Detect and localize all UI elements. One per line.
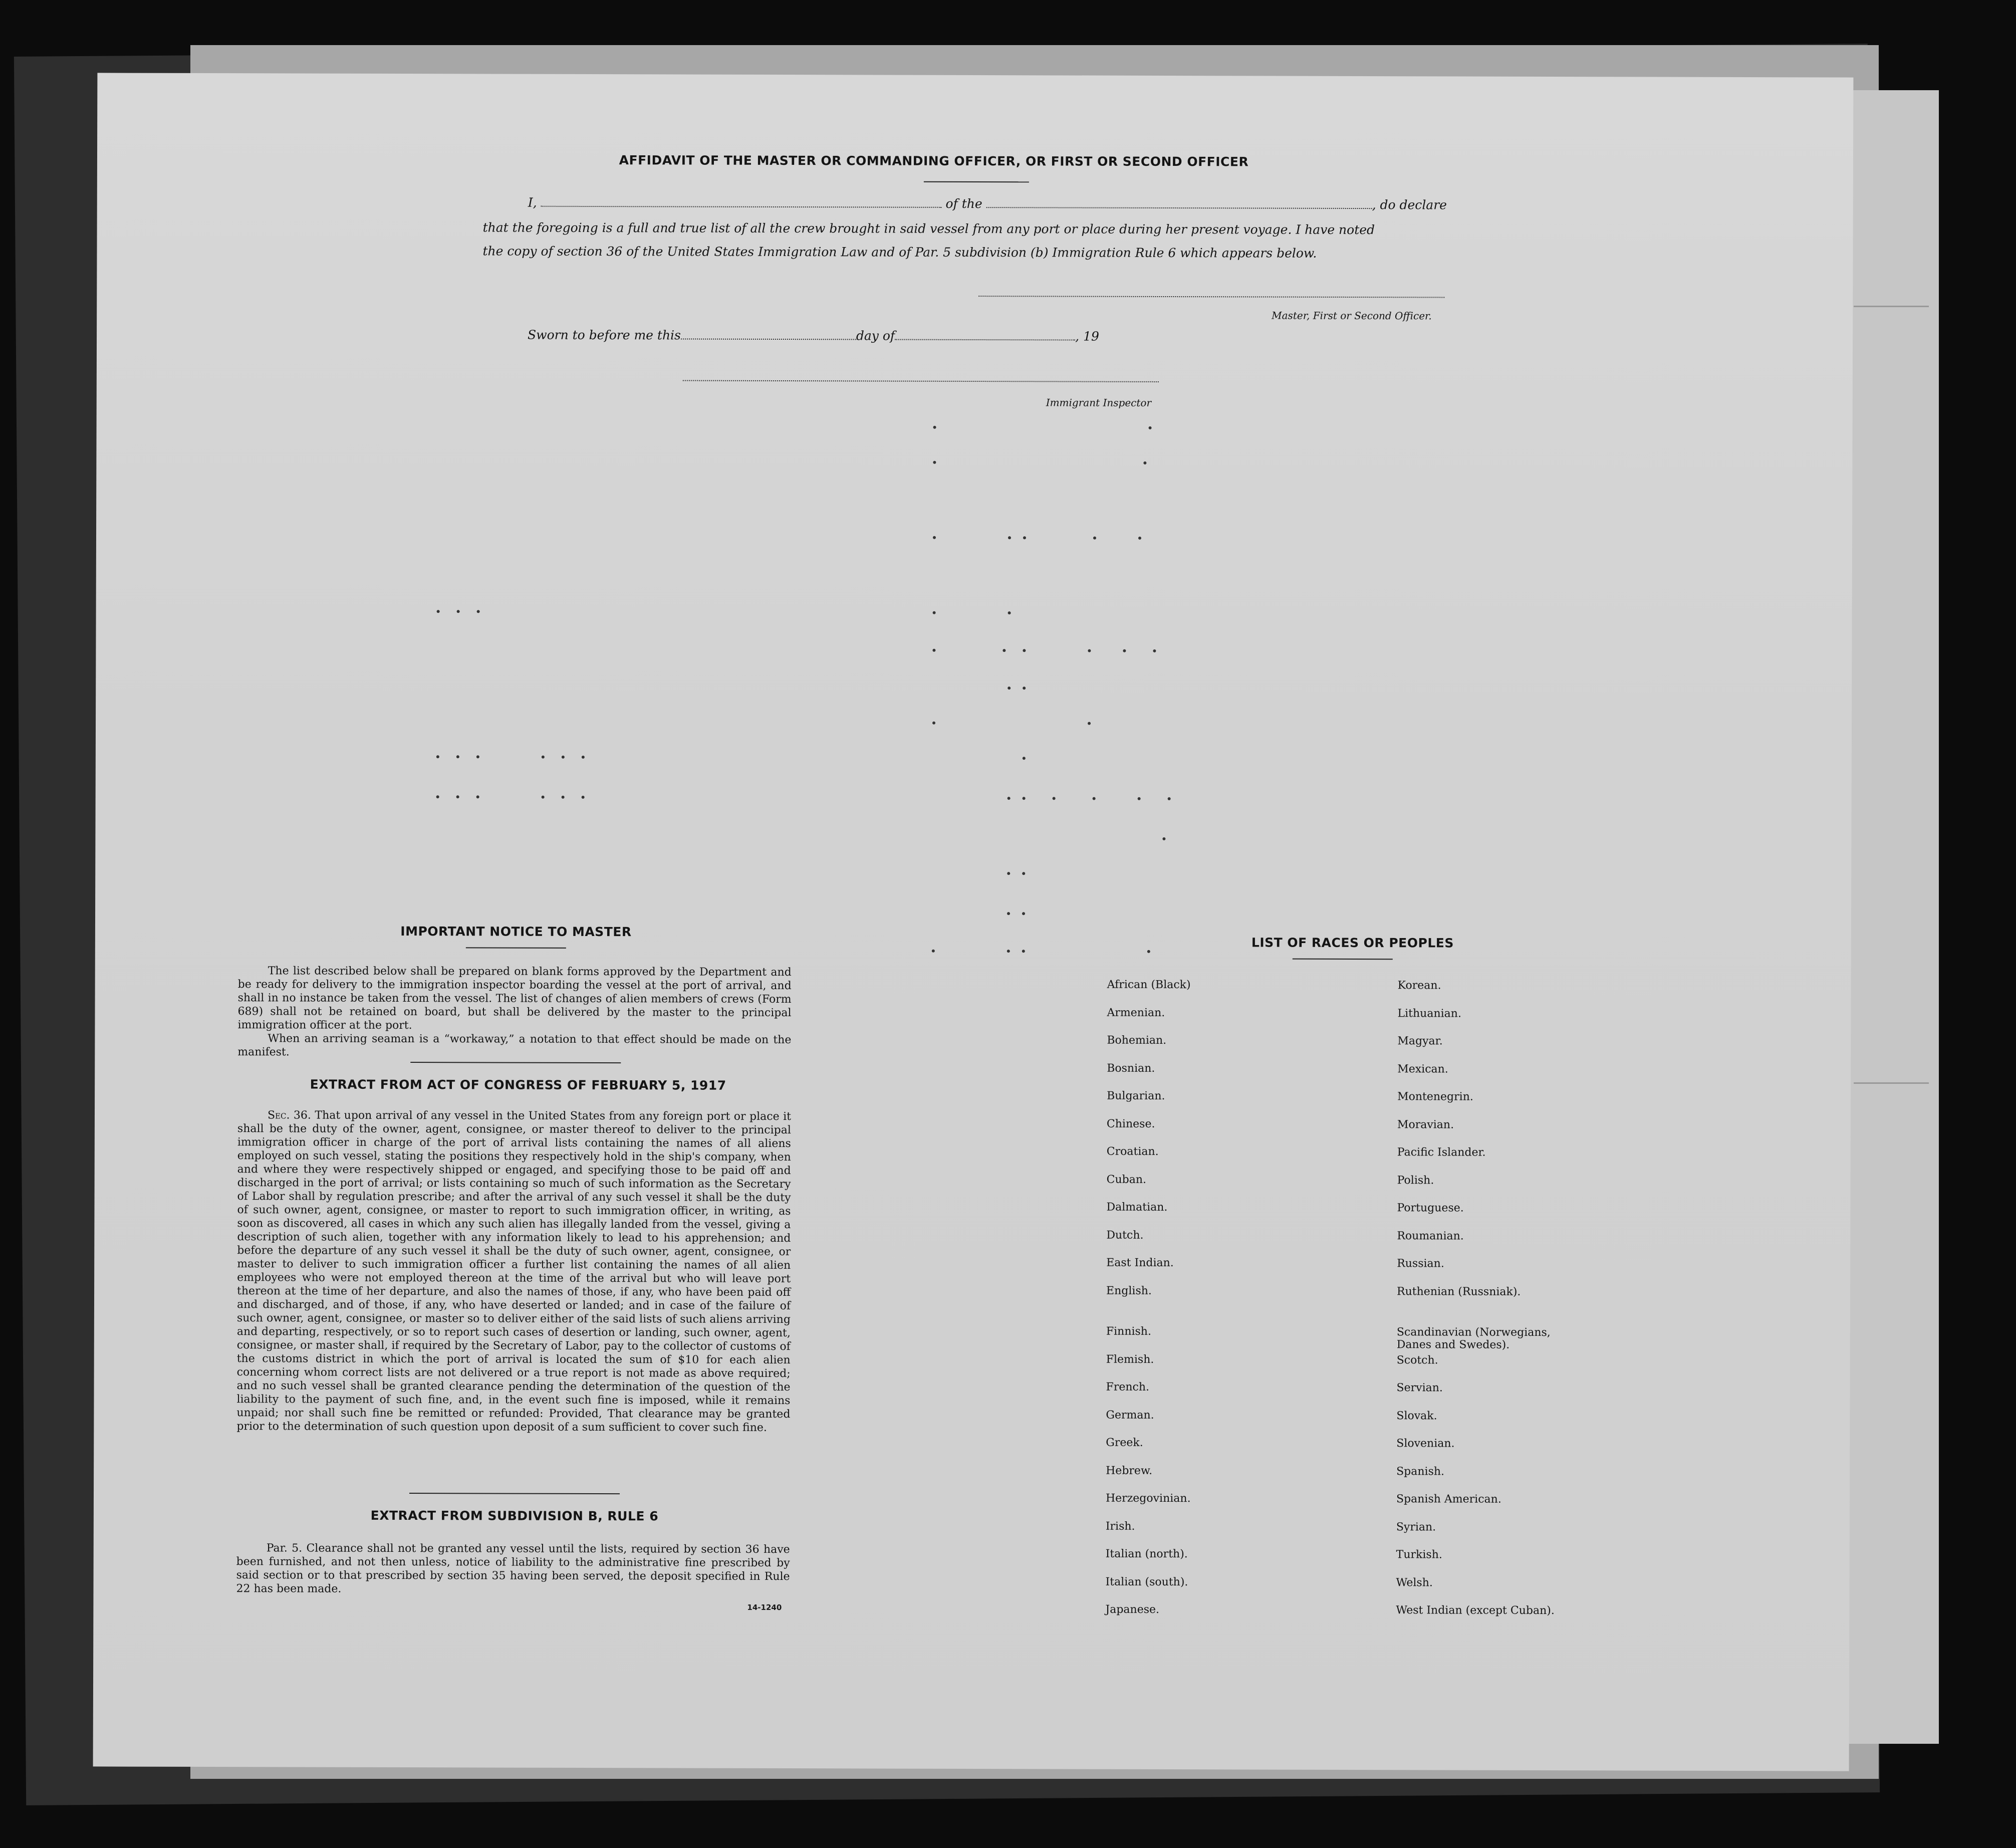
speck <box>1023 757 1026 760</box>
sworn-line <box>528 328 1099 344</box>
race-entry: Dutch. <box>1106 1229 1144 1242</box>
race-entry: Roumanian. <box>1397 1229 1464 1243</box>
speck <box>457 610 460 613</box>
manifest-back-page <box>93 73 1854 1771</box>
speck <box>436 795 439 798</box>
speck <box>476 795 479 798</box>
race-entry: Ruthenian (Russniak). <box>1397 1285 1521 1298</box>
speck <box>542 756 545 759</box>
race-entry: Bulgarian. <box>1107 1089 1165 1103</box>
notice-paragraph-2: When an arriving seaman is a “workaway,” a notation to that effect should be made on the manifest. <box>237 1032 792 1059</box>
background-rule <box>1854 1082 1929 1084</box>
background-sheet-edge <box>1849 90 1939 1744</box>
race-entry: Scotch. <box>1396 1353 1438 1366</box>
speck <box>436 755 439 758</box>
speck <box>1008 536 1011 539</box>
act-section-label: Sec. 36. <box>267 1109 311 1122</box>
speck <box>562 756 565 759</box>
name-blank <box>541 206 942 208</box>
races-underline <box>1293 959 1393 960</box>
line1-suffix: , do declare <box>1372 197 1447 212</box>
speck <box>477 610 480 613</box>
speck <box>437 610 440 613</box>
race-entry: Dalmatian. <box>1106 1201 1168 1214</box>
race-entry: Portuguese. <box>1397 1202 1464 1215</box>
act-body-text: That upon arrival of any vessel in the United States from any foreign port or place it shall be the duty of the owner, agent, consignee, or master thereof to deliver to the principal immigration officer in charge of the port of arrival lists containing the names of all aliens employed on such vessel, stating the positions they respectively hold in the ship's company, when and where they were respectively shipped or engaged, and specifying those to be paid off and discharged in the port of arrival; or lists containing so much of such information as the Secretary of Labor shall by regulation prescribe; and after the arrival of any such vessel it shall be the duty of such owner, agent, consignee, or master to report to such immigration officer, in writing, as soon as discovered, all cases in which any such alien has illegally landed from the vessel, giving a description of such alien, together with any information likely to lead to his apprehension; and before the departure of any such vessel it shall be the duty of such owner, agent, consignee, or master to deliver to such immigration officer a further list containing the names of all alien employees who were not employed thereon at the time of the arrival but who will leave port thereon at the time of her departure, and also the names of those, if any, who have been paid off and discharged, and of those, if any, who have deserted or landed; and in case of the failure of such owner, agent, consignee, or master so to deliver either of the said lists of such aliens arriving and departing, respectively, or so to report such cases of desertion or landing, such owner, agent, consignee, or master shall, if required by the Secretary of Labor, pay to the collector of customs of the customs district in which the port of arrival is located the sum of $10 for each alien concerning whom correct lists are not delivered or a true report is not made as above required; and no such vessel shall be granted clearance pending the determination of the question of the liability to the payment of such fine, and, in the event such fine is imposed, while it remains unpaid; nor shall such fine be remitted or refunded: Provided, That clearance may be granted prior to the determination of such question upon deposit of a sum sufficient to cover such fine. <box>236 1109 791 1434</box>
day-blank <box>681 338 856 340</box>
master-signature-blank <box>978 296 1444 298</box>
race-entry: Greek. <box>1106 1436 1143 1449</box>
speck <box>932 722 935 725</box>
race-entry: Magyar. <box>1397 1035 1443 1048</box>
race-entry: Hebrew. <box>1106 1464 1153 1477</box>
affidavit-line-3: the copy of section 36 of the United States Immigration Law and of Par. 5 subdivision (b) Immigration Rule 6 which appears below. <box>482 244 1317 261</box>
speck <box>1138 537 1141 540</box>
speck <box>1168 797 1171 800</box>
speck <box>562 796 565 799</box>
race-entry: East Indian. <box>1106 1256 1174 1270</box>
background-rule <box>1854 306 1929 307</box>
race-entry: African (Black) <box>1107 978 1191 992</box>
speck <box>1143 461 1146 465</box>
speck <box>933 461 936 464</box>
race-entry: Armenian. <box>1107 1006 1165 1019</box>
race-entry: Polish. <box>1397 1174 1434 1187</box>
speck <box>1088 649 1091 652</box>
notice-paragraph-1: The list described below shall be prepared on blank forms approved by the Department and be ready for delivery to the immigration inspector boarding the vessel at the port of arrival, and shall in no instance be taken from the vessel. The list of changes of alien members of crews (Form 689) shall not be retained on board, but shall be delivered by the master to the principal immigration officer at the port. <box>237 965 792 1032</box>
master-caption: Master, First or Second Officer. <box>1272 309 1432 322</box>
speck <box>1022 950 1025 953</box>
race-entry: Slovenian. <box>1396 1437 1455 1450</box>
race-entry: Finnish. <box>1106 1325 1152 1338</box>
race-entry: Turkish. <box>1396 1548 1442 1561</box>
race-entry: Slovak. <box>1396 1409 1437 1422</box>
form-number: 14-1240 <box>747 1602 782 1612</box>
month-blank <box>895 339 1075 341</box>
race-entry: Spanish American. <box>1396 1493 1501 1506</box>
speck <box>1147 950 1150 953</box>
speck <box>1007 797 1011 800</box>
speck <box>1023 536 1026 539</box>
act-body <box>236 1108 791 1435</box>
speck <box>582 756 585 759</box>
speck <box>1023 686 1026 689</box>
affidavit-line-1 <box>528 195 1447 212</box>
inspector-signature-blank <box>683 380 1159 382</box>
speck <box>456 755 459 758</box>
notice-title: IMPORTANT NOTICE TO MASTER <box>400 924 632 940</box>
race-entry: Lithuanian. <box>1397 1007 1461 1020</box>
speck <box>1093 537 1096 540</box>
speck <box>1022 912 1025 915</box>
race-entry: Cuban. <box>1106 1173 1147 1186</box>
races-title: LIST OF RACES OR PEOPLES <box>1251 935 1454 951</box>
speck <box>1138 797 1141 800</box>
line1-mid: of the <box>945 196 982 211</box>
speck <box>932 649 935 652</box>
speck <box>476 755 479 758</box>
rule-body: Par. 5. Clearance shall not be granted any vessel until the lists, required by section 36 have been furnished, and not then unless, notice of liability to the administrative fine prescribed by said section or to that prescribed by section 35 having been served, the deposit specified in Rule 22 has been made. <box>236 1542 790 1595</box>
affidavit-title: AFFIDAVIT OF THE MASTER OR COMMANDING OFFICER, OR FIRST OR SECOND OFFICER <box>619 153 1249 169</box>
race-entry: Italian (south). <box>1105 1575 1188 1588</box>
speck <box>1007 912 1010 915</box>
race-entry: Bohemian. <box>1107 1034 1167 1047</box>
speck <box>1023 649 1026 652</box>
speck <box>1022 872 1025 875</box>
race-entry: Russian. <box>1397 1257 1444 1270</box>
race-entry: Chinese. <box>1106 1117 1155 1130</box>
race-entry: Scandinavian (Norwegians, Danes and Swedes). <box>1396 1326 1551 1351</box>
race-entry: Mexican. <box>1397 1062 1448 1075</box>
notice-underline <box>466 947 566 949</box>
race-entry: Korean. <box>1397 979 1441 992</box>
sworn-suffix: , 19 <box>1075 329 1099 344</box>
race-entry: Montenegrin. <box>1397 1090 1473 1103</box>
speck <box>1162 837 1165 840</box>
inspector-caption: Immigrant Inspector <box>1046 396 1152 409</box>
race-entry: Herzegovinian. <box>1105 1492 1191 1505</box>
speck <box>1007 686 1011 689</box>
race-entry: Japanese. <box>1105 1603 1160 1616</box>
speck <box>1007 950 1010 953</box>
speck <box>1093 797 1096 800</box>
act-title: EXTRACT FROM ACT OF CONGRESS OF FEBRUARY 5, 1917 <box>310 1077 726 1093</box>
speck <box>1002 649 1005 652</box>
race-entry: Pacific Islander. <box>1397 1146 1486 1159</box>
speck <box>933 536 936 539</box>
speck <box>932 950 935 953</box>
race-entry: West Indian (except Cuban). <box>1396 1604 1555 1618</box>
race-entry: Bosnian. <box>1107 1062 1155 1075</box>
speck <box>1153 649 1156 652</box>
speck <box>933 611 936 614</box>
race-entry: Irish. <box>1105 1520 1135 1533</box>
race-entry: Moravian. <box>1397 1118 1454 1131</box>
race-entry: Croatian. <box>1106 1145 1159 1158</box>
affidavit-line-2: that the foregoing is a full and true list of all the crew brought in said vessel from any port or place during her present voyage. I have noted <box>482 220 1375 238</box>
speck <box>1123 649 1126 652</box>
rule-title: EXTRACT FROM SUBDIVISION B, RULE 6 <box>370 1508 659 1524</box>
speck <box>1088 722 1091 725</box>
speck <box>542 796 545 799</box>
speck <box>1007 872 1010 875</box>
title-underline <box>924 181 1029 183</box>
race-entry: German. <box>1106 1409 1154 1422</box>
speck <box>933 426 936 429</box>
race-entry: Servian. <box>1396 1381 1443 1395</box>
race-entry: Spanish. <box>1396 1465 1445 1478</box>
sworn-prefix: Sworn to before me this <box>528 327 681 343</box>
race-entry: English. <box>1106 1284 1152 1297</box>
speck <box>456 795 459 798</box>
race-entry: Flemish. <box>1106 1353 1154 1366</box>
speck <box>1023 797 1026 800</box>
speck <box>1149 426 1152 429</box>
race-entry: French. <box>1106 1380 1150 1394</box>
sworn-mid: day of <box>856 328 895 343</box>
race-entry: Welsh. <box>1396 1576 1433 1589</box>
line1-prefix: I, <box>528 195 537 210</box>
speck <box>582 796 585 799</box>
speck <box>1053 797 1056 800</box>
divider <box>410 1062 621 1063</box>
vessel-blank <box>986 207 1372 209</box>
race-entry: Italian (north). <box>1105 1547 1188 1561</box>
race-entry: Syrian. <box>1396 1520 1436 1533</box>
speck <box>1008 611 1011 614</box>
divider <box>409 1493 620 1494</box>
